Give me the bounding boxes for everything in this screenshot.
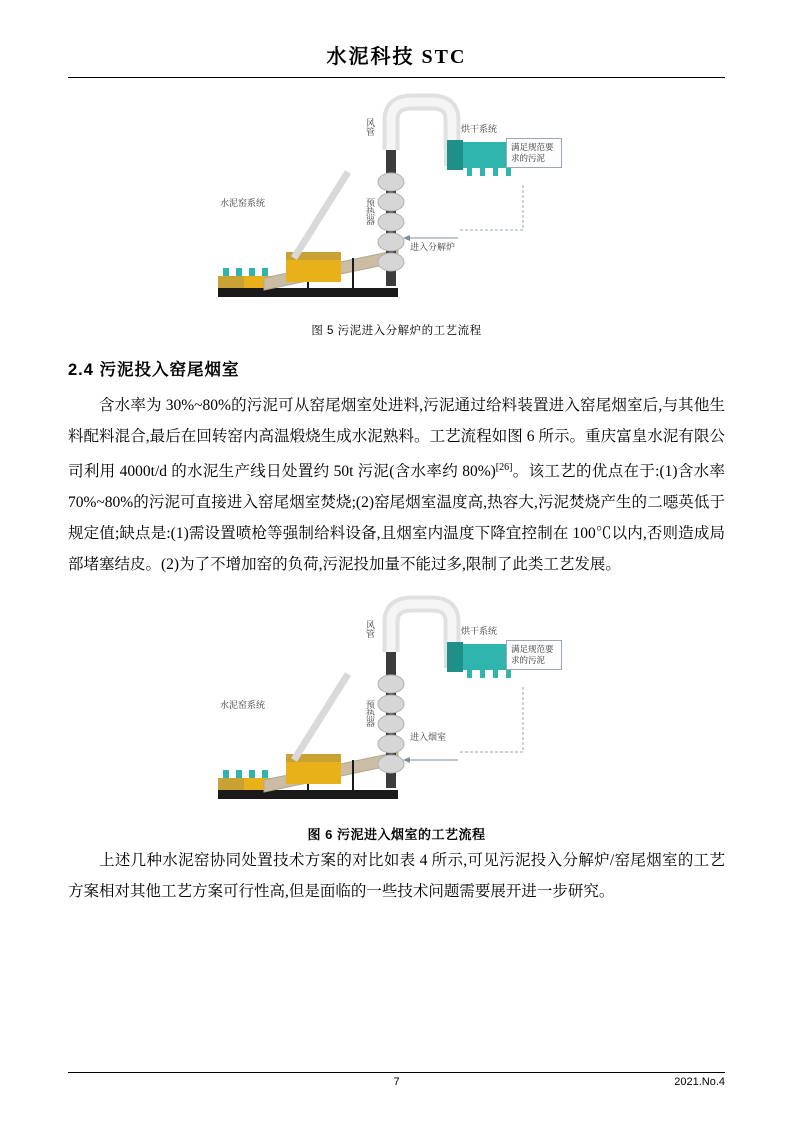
footer-divider — [68, 1072, 725, 1073]
figure-5-caption: 图 5 污泥进入分解炉的工艺流程 — [311, 325, 482, 337]
figure-5-label-arrow-text: 进入分解炉 — [410, 242, 456, 252]
figure-5 — [68, 90, 725, 338]
figure-5-callout: 满足规范要求的污泥 — [506, 138, 562, 168]
page-title: 水泥科技 STC — [326, 46, 467, 68]
figure-5-label-dryer: 烘干系统 — [461, 124, 498, 134]
figure-6-callout: 满足规范要求的污泥 — [506, 640, 562, 670]
figure-6-label-dryer: 烘干系统 — [461, 626, 498, 637]
figure-5-label-preheater: 预热器 — [365, 198, 375, 225]
figure-5-diagram — [68, 90, 725, 320]
section-heading-2-4: 2.4 污泥投入窑尾烟室 — [68, 361, 240, 379]
paragraph-1 — [68, 390, 725, 580]
citation-26: [26] — [495, 462, 513, 473]
figure-6-label-preheater: 预热器 — [365, 700, 375, 728]
page-content — [68, 40, 725, 909]
paragraph-2: 上述几种水泥窑协同处置技术方案的对比如表 4 所示,可见污泥投入分解炉/窑尾烟室的工艺方案相对其他工艺方案可行性高,但是面临的一些技术问题需要展开进一步研究。 — [68, 852, 725, 901]
paragraph-1-part-b: 。该工艺的优点在于:(1)含水率 70%~80%的污泥可直接进入窑尾烟室焚烧;(2)窑尾烟室温度高,热容大,污泥焚烧产生的二噁英低于规定值;缺点是:(1)需设置喷枪等强制给料设备,且烟室内温度下降宜控制在 100℃以内,否则造成局部堵塞结皮。(2)为了不增加窑的负荷,污泥投加量不能过多,限制了此类工艺发展。 — [68, 463, 725, 574]
process-flow-diagram-2 — [68, 592, 725, 822]
figure-6-caption: 图 6 污泥进入烟室的工艺流程 — [307, 827, 486, 843]
figure-5-label-duct: 风管 — [365, 118, 375, 136]
footer-page-number: 7 — [393, 1076, 400, 1088]
figure-6 — [68, 592, 725, 843]
figure-6-label-kiln-system: 水泥窑系统 — [220, 700, 266, 711]
header-divider — [68, 77, 725, 78]
page-footer — [68, 1072, 725, 1092]
figure-6-diagram — [68, 592, 725, 822]
figure-6-label-arrow-text: 进入烟室 — [410, 732, 447, 743]
figure-5-label-kiln-system: 水泥窑系统 — [220, 198, 266, 208]
process-flow-diagram-1 — [68, 90, 725, 320]
figure-6-label-duct: 风管 — [365, 620, 375, 639]
paragraph-1-part-a: 含水率为 30%~80%的污泥可从窑尾烟室处进料,污泥通过给料装置进入窑尾烟室后,与其他生料配料混合,最后在回转窑内高温煅烧生成水泥熟料。工艺流程如图 6 所示。重庆富皇水泥有限公司利用 4000t/d 的水泥生产线日处置约 50t 污泥(含水率约 80%) — [68, 397, 725, 481]
footer-issue: 2021.No.4 — [674, 1076, 725, 1088]
